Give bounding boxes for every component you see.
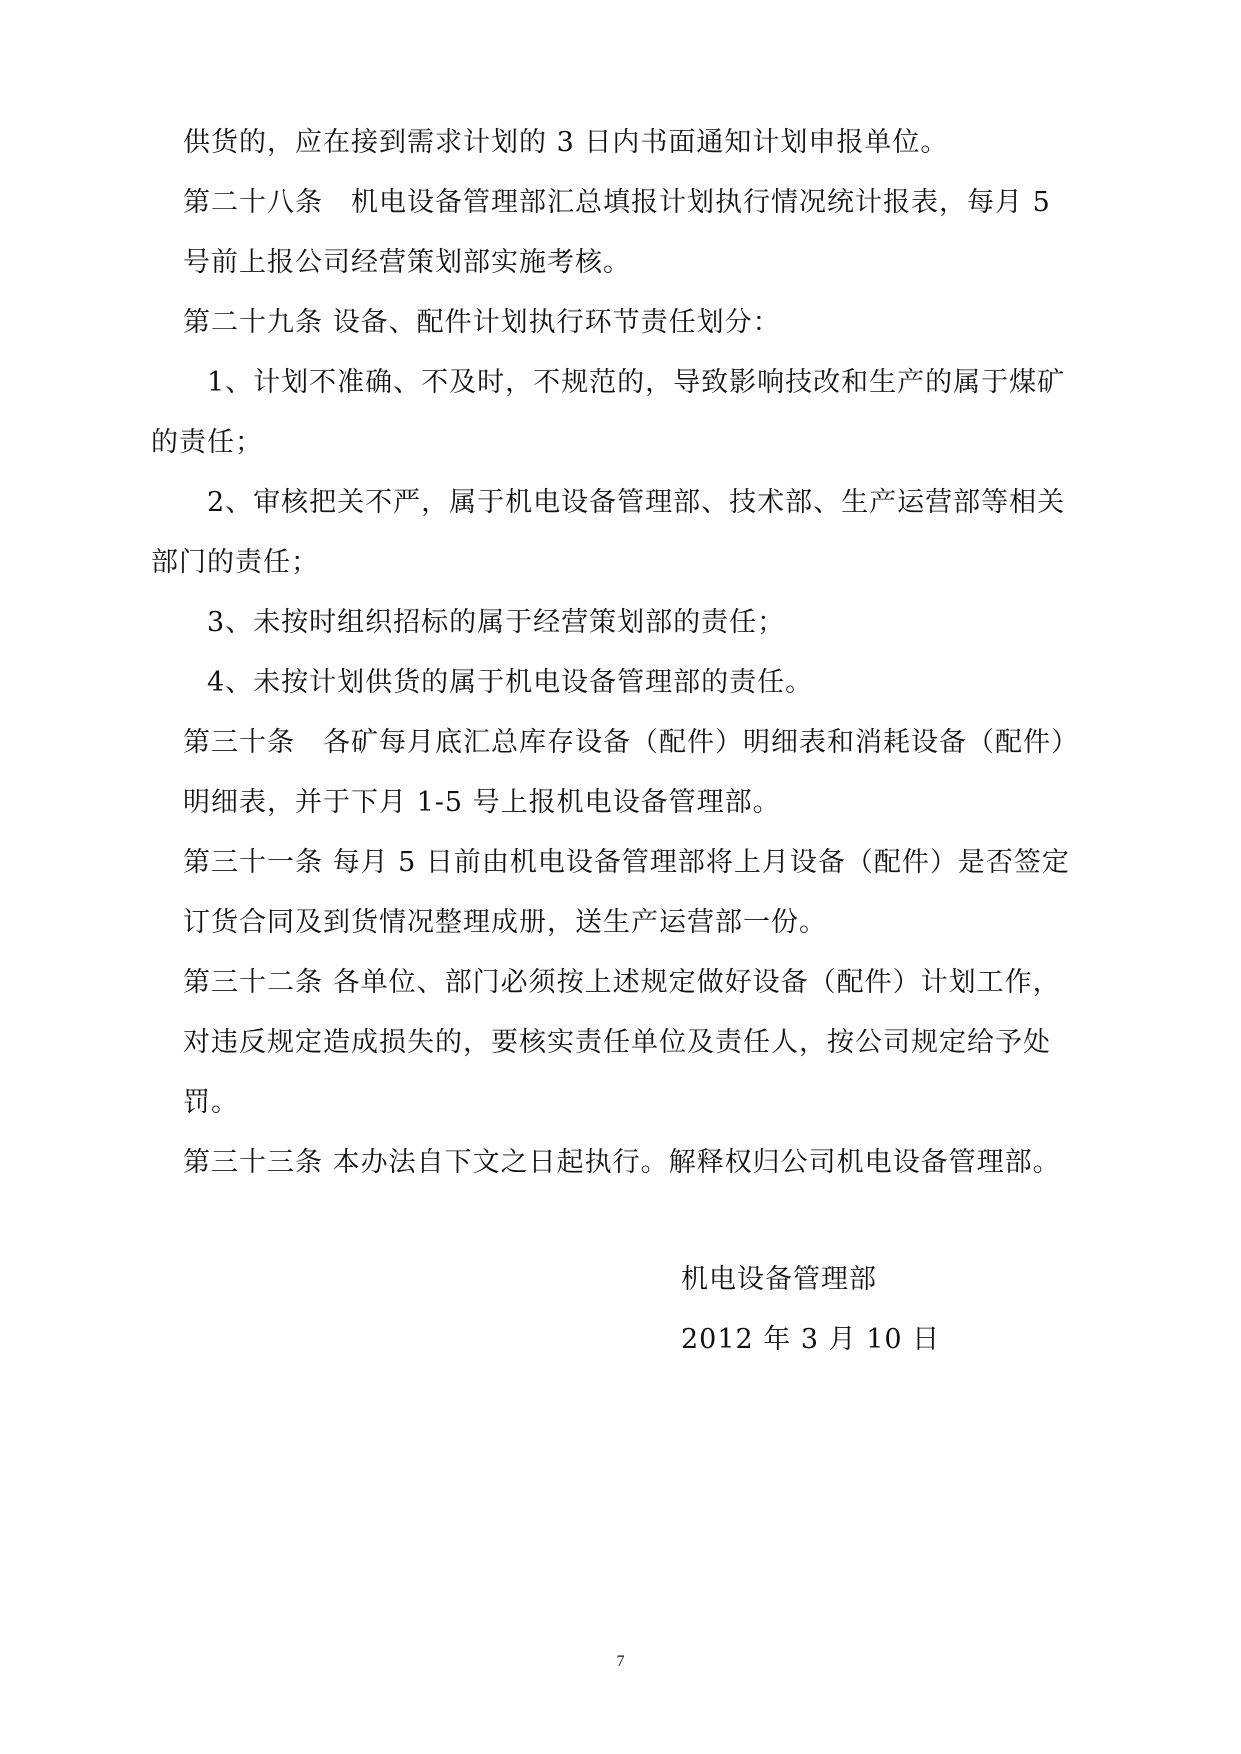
article-31-line: 第三十一条 每月 5 日前由机电设备管理部将上月设备（配件）是否签定	[183, 847, 1070, 878]
body-line: 号前上报公司经营策划部实施考核。	[183, 247, 631, 278]
article-30-line: 第三十条 各矿每月底汇总库存设备（配件）明细表和消耗设备（配件）	[183, 727, 1079, 758]
list-item-1-line: 1、计划不准确、不及时，不规范的，导致影响技改和生产的属于煤矿	[207, 367, 1066, 398]
page-number: 7	[616, 1653, 625, 1670]
list-item-2-line: 2、审核把关不严，属于机电设备管理部、技术部、生产运营部等相关	[207, 487, 1066, 518]
body-line: 的责任；	[151, 427, 263, 458]
article-29-line: 第二十九条 设备、配件计划执行环节责任划分：	[183, 307, 781, 338]
article-33-line: 第三十三条 本办法自下文之日起执行。解释权归公司机电设备管理部。	[183, 1147, 1061, 1178]
signature-date: 2012 年 3 月 10 日	[681, 1324, 941, 1355]
body-line: 部门的责任；	[151, 547, 319, 578]
article-32-line: 第三十二条 各单位、部门必须按上述规定做好设备（配件）计划工作，	[183, 967, 1061, 998]
signature-department: 机电设备管理部	[681, 1264, 877, 1295]
body-line: 罚。	[183, 1087, 239, 1118]
list-item-3-line: 3、未按时组织招标的属于经营策划部的责任；	[207, 607, 786, 638]
body-line: 对违反规定造成损失的，要核实责任单位及责任人，按公司规定给予处	[183, 1027, 1051, 1058]
body-line: 供货的，应在接到需求计划的 3 日内书面通知计划申报单位。	[183, 127, 949, 158]
body-line: 订货合同及到货情况整理成册，送生产运营部一份。	[183, 907, 827, 938]
article-28-line: 第二十八条 机电设备管理部汇总填报计划执行情况统计报表，每月 5	[183, 187, 1051, 218]
list-item-4-line: 4、未按计划供货的属于机电设备管理部的责任。	[207, 667, 814, 698]
body-line: 明细表，并于下月 1-5 号上报机电设备管理部。	[183, 787, 781, 818]
